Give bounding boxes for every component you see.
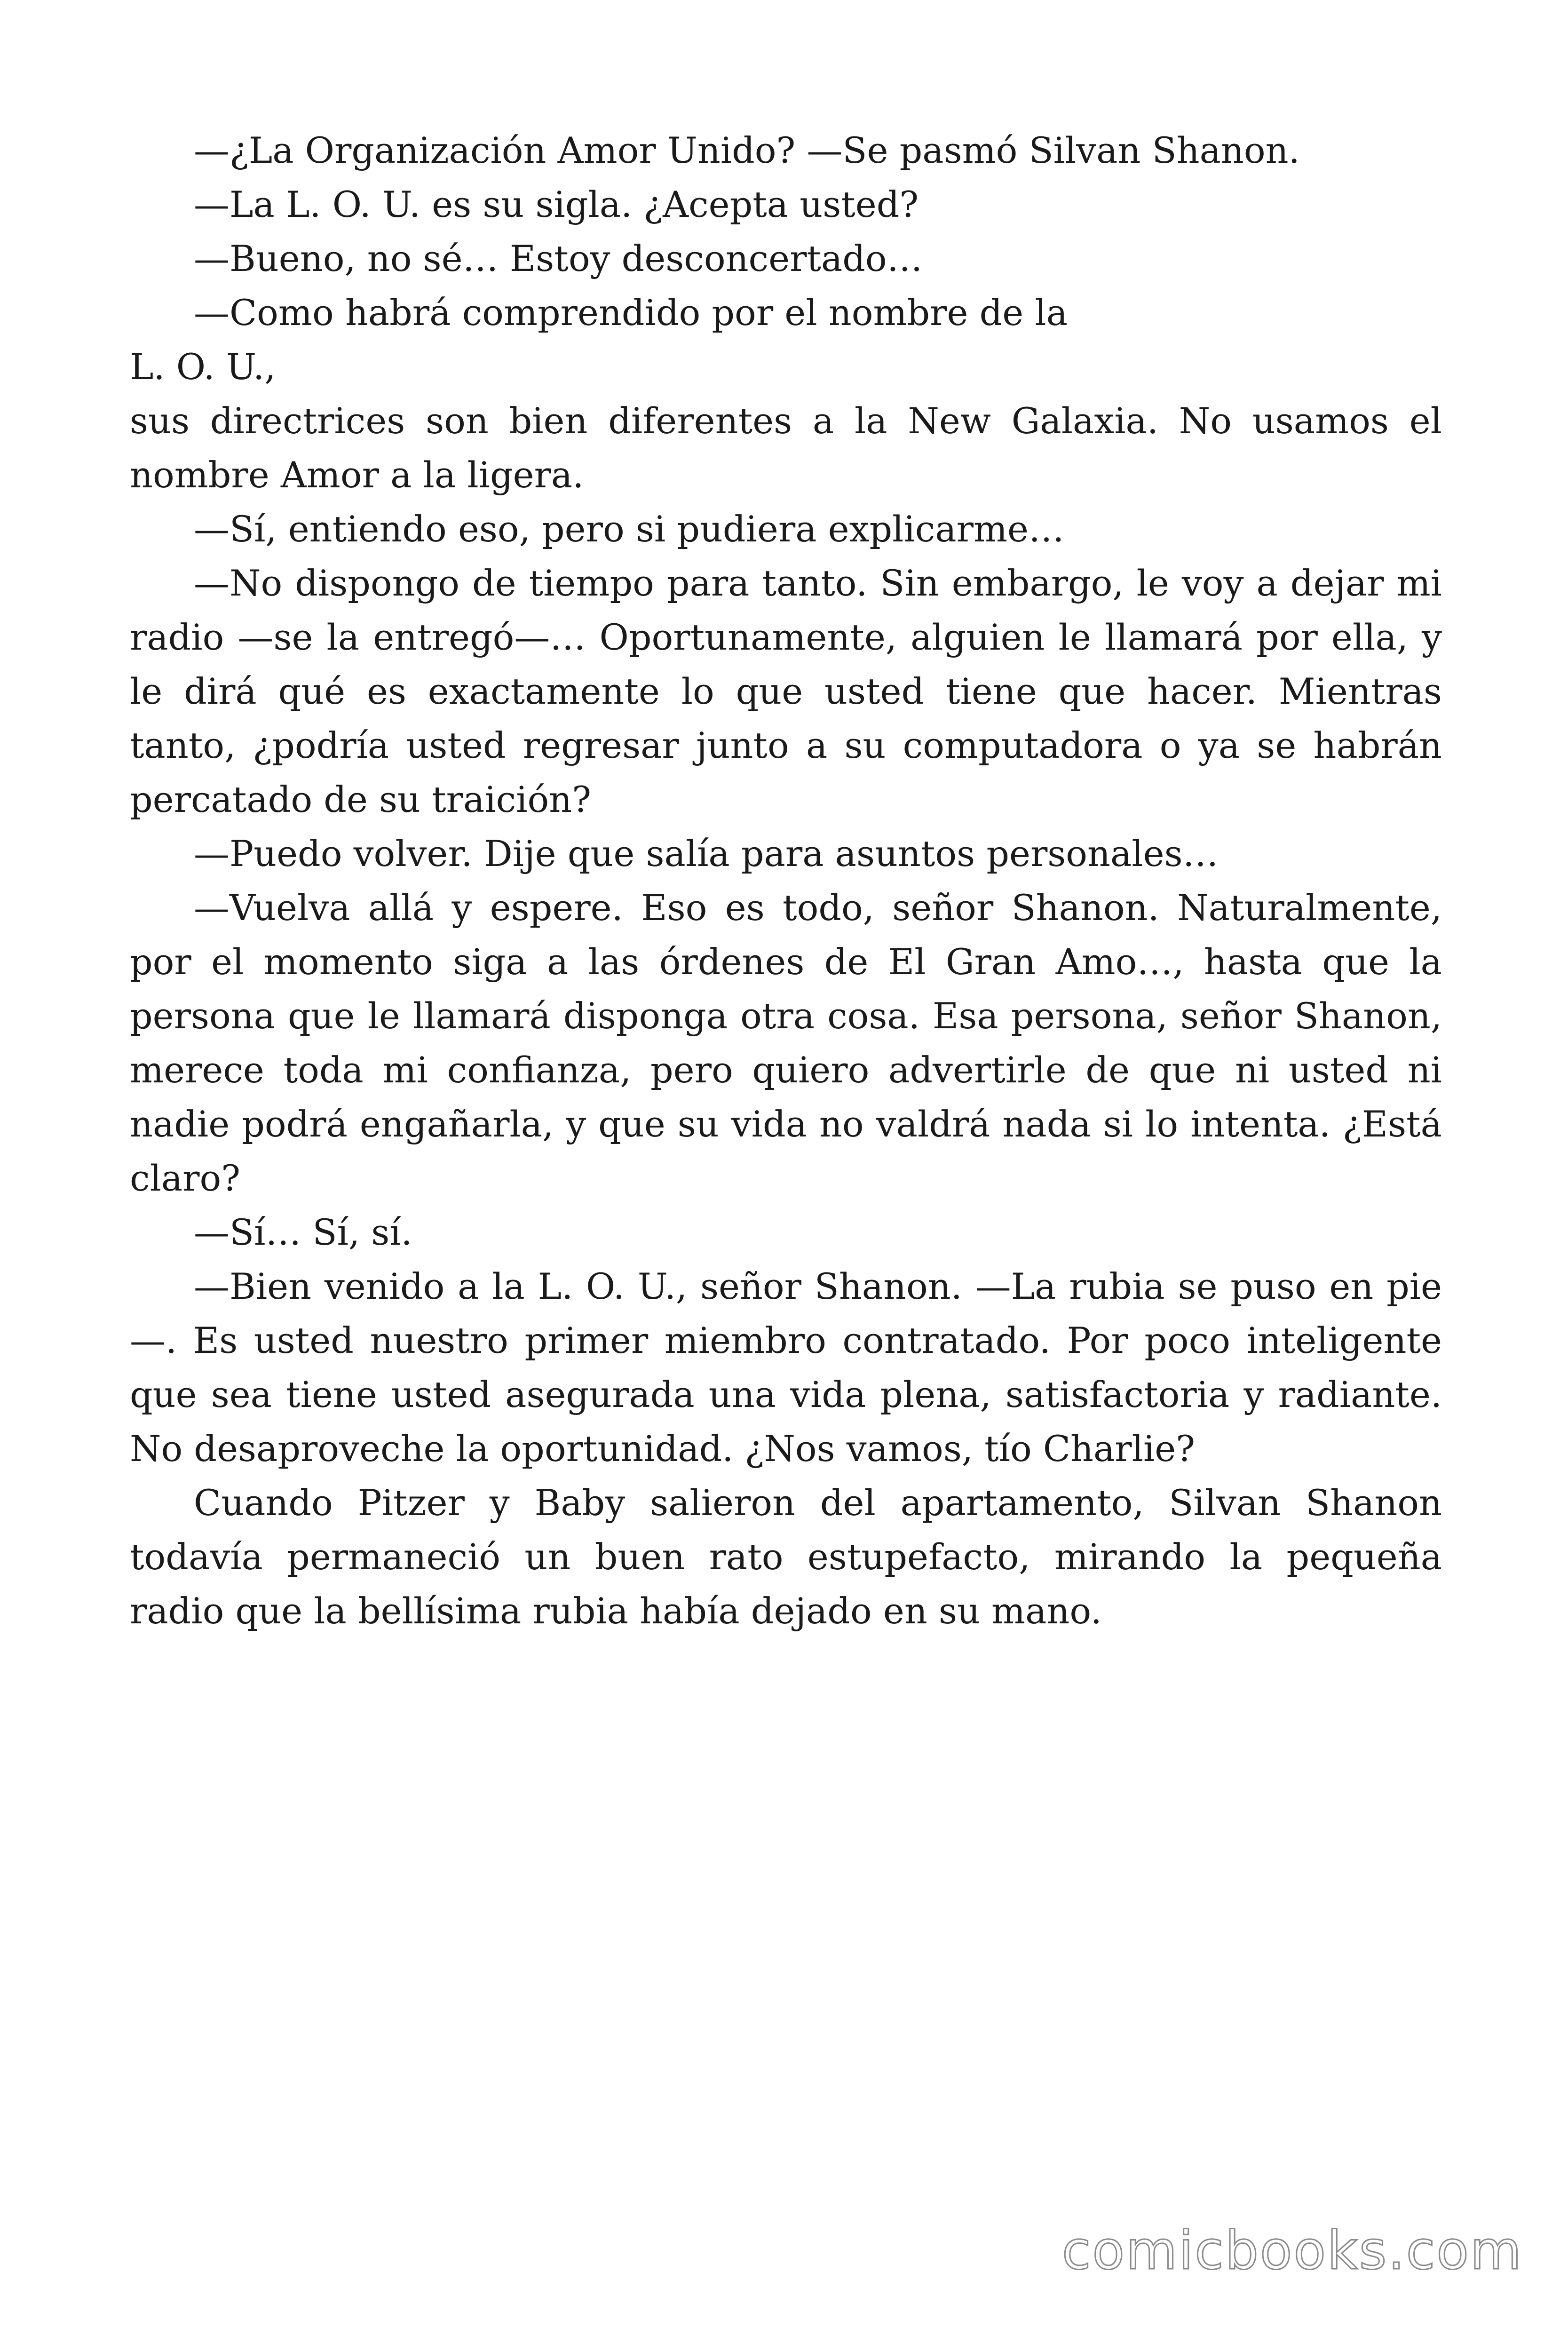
paragraph-5: L. O. U., bbox=[130, 346, 276, 388]
paragraph-3: —Bueno, no sé… Estoy desconcertado… bbox=[194, 238, 923, 279]
paragraph-9: —Puedo volver. Dije que salía para asuntos personales… bbox=[194, 833, 1219, 874]
paragraph-8: —No dispongo de tiempo para tanto. Sin embargo, le voy a dejar mi radio —se la entregó—… Oportunamente, alguien le llamará por ella, y le dirá qué es exactamente lo que usted tiene que hacer. Mientras tanto, ¿podría usted regresar junto a su computadora o ya se habrán percatado de su traición? bbox=[130, 562, 1442, 820]
page-body bbox=[130, 123, 1442, 1638]
paragraph-7: —Sí, entiendo eso, pero si pudiera explicarme… bbox=[194, 508, 1065, 550]
paragraph-11: —Sí… Sí, sí. bbox=[194, 1211, 412, 1253]
watermark: comicbooks.com bbox=[1061, 2220, 1523, 2281]
paragraph-2: —La L. O. U. es su sigla. ¿Acepta usted? bbox=[194, 183, 919, 225]
paragraph-1: —¿La Organización Amor Unido? —Se pasmó Silvan Shanon. bbox=[194, 129, 1300, 171]
paragraph-13: Cuando Pitzer y Baby salieron del apartamento, Silvan Shanon todavía permaneció un buen rato estupefacto, mirando la pequeña radio que la bellísima rubia había dejado en su mano. bbox=[130, 1482, 1442, 1632]
paragraph-12: —Bien venido a la L. O. U., señor Shanon. —La rubia se puso en pie—. Es usted nuestro primer miembro contratado. Por poco inteligente que sea tiene usted asegurada una vida plena, satisfactoria y radiante. No desaproveche la oportunidad. ¿Nos vamos, tío Charlie? bbox=[130, 1265, 1442, 1470]
paragraph-6: sus directrices son bien diferentes a la New Galaxia. No usamos el nombre Amor a la ligera. bbox=[130, 400, 1442, 496]
paragraph-10: —Vuelva allá y espere. Eso es todo, señor Shanon. Naturalmente, por el momento siga a las órdenes de El Gran Amo…, hasta que la persona que le llamará disponga otra cosa. Esa persona, señor Shanon, merece toda mi confianza, pero quiero advertirle de que ni usted ni nadie podrá engañarla, y que su vida no valdrá nada si lo intenta. ¿Está claro? bbox=[130, 887, 1442, 1199]
paragraph-4: —Como habrá comprendido por el nombre de la bbox=[194, 292, 1068, 334]
